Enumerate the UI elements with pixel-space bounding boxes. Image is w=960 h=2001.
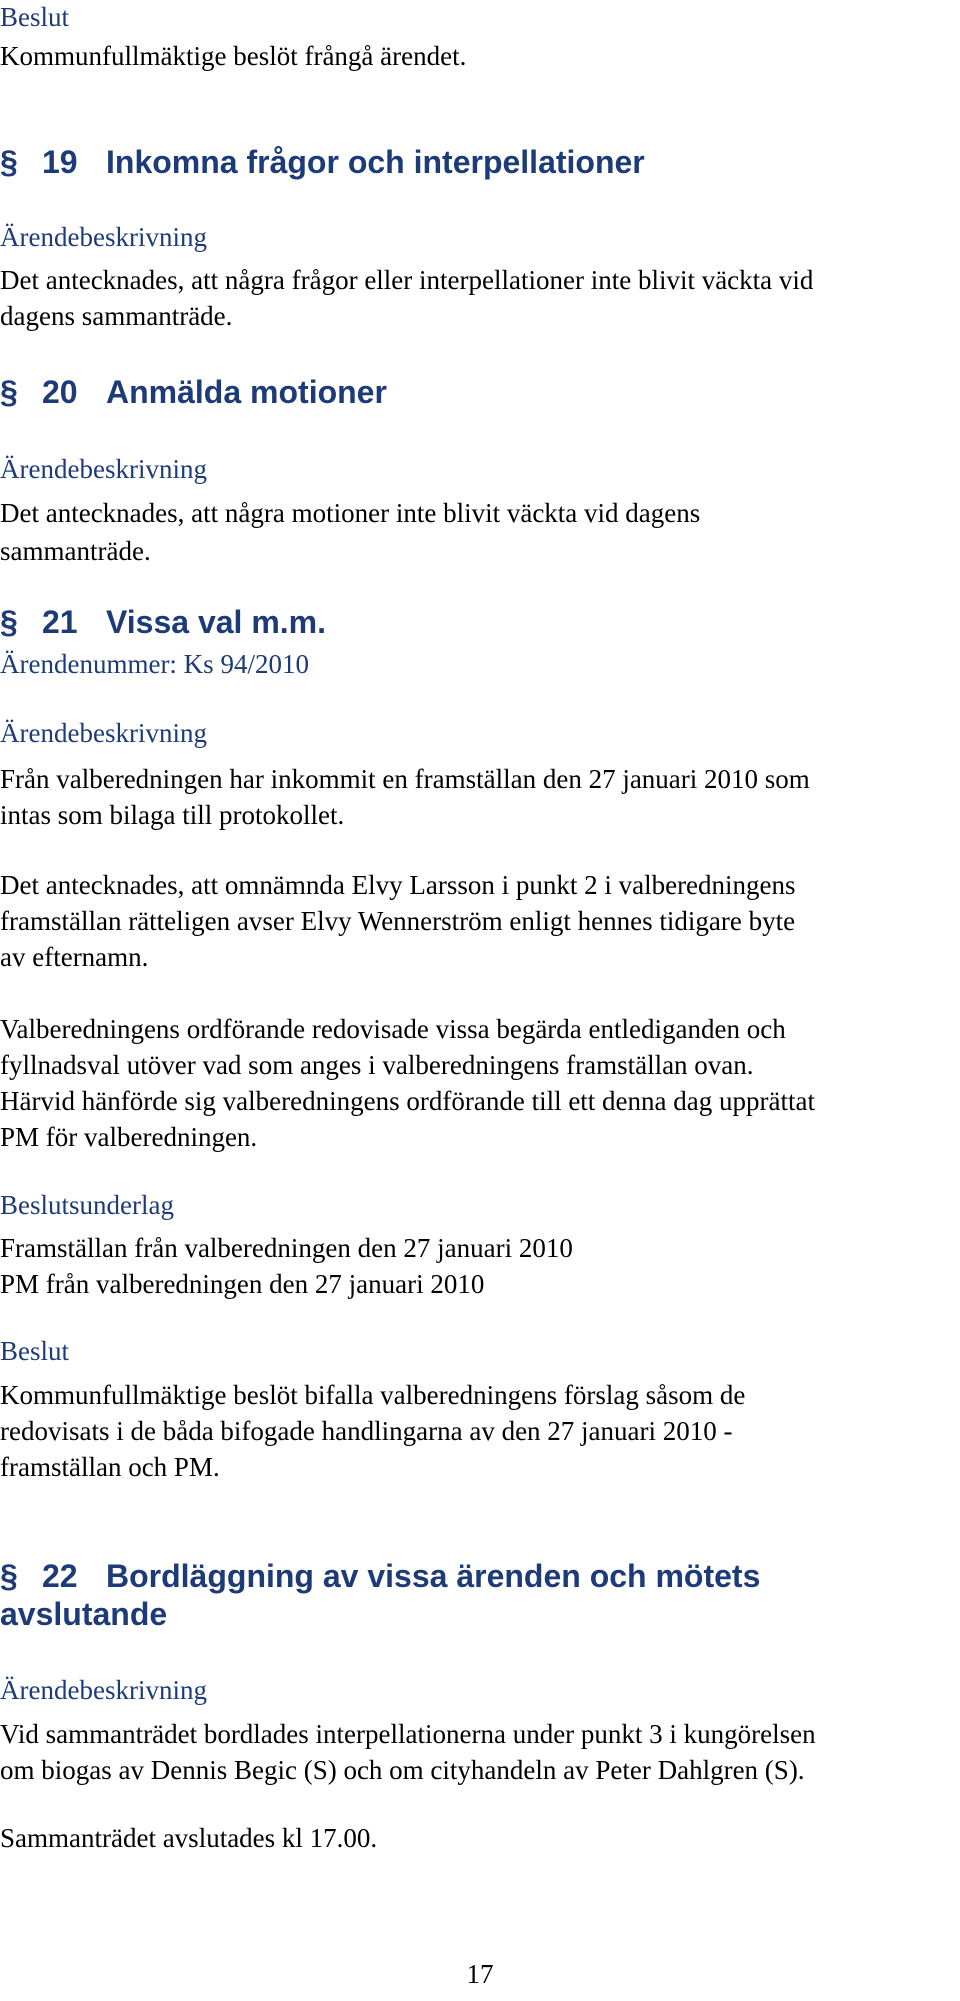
decision-heading: Beslut xyxy=(0,1336,70,1366)
section-title-continued: avslutande xyxy=(0,1596,168,1632)
section-number: 20 xyxy=(42,374,78,410)
description-line: sammanträde. xyxy=(0,536,151,566)
section-20-heading xyxy=(0,373,960,411)
description-line: Det antecknades, att några motioner inte blivit väckta vid dagens xyxy=(0,498,701,528)
paragraph-line: Härvid hänförde sig valberedningens ordförande till ett denna dag upprättat xyxy=(0,1086,815,1116)
paragraph-line: fyllnadsval utöver vad som anges i valberedningens framställan ovan. xyxy=(0,1050,754,1080)
decision-heading: Beslut xyxy=(0,2,70,32)
case-number: Ärendenummer: Ks 94/2010 xyxy=(0,649,309,679)
decision-line: framställan och PM. xyxy=(0,1452,220,1482)
section-number: 22 xyxy=(42,1558,78,1594)
description-line: om biogas av Dennis Begic (S) och om cityhandeln av Peter Dahlgren (S). xyxy=(0,1755,805,1785)
decision-basis-heading: Beslutsunderlag xyxy=(0,1190,174,1220)
decision-basis-item: Framställan från valberedningen den 27 januari 2010 xyxy=(0,1233,573,1263)
case-description-heading: Ärendebeskrivning xyxy=(0,1675,207,1705)
decision-text: Kommunfullmäktige beslöt frångå ärendet. xyxy=(0,41,467,71)
section-19-heading xyxy=(0,143,960,181)
decision-line: redovisats i de båda bifogade handlingarna av den 27 januari 2010 - xyxy=(0,1416,733,1446)
paragraph-line: av efternamn. xyxy=(0,942,149,972)
section-number: 19 xyxy=(42,144,78,180)
description-line: Vid sammanträdet bordlades interpellationerna under punkt 3 i kungörelsen xyxy=(0,1719,816,1749)
section-title: Vissa val m.m. xyxy=(106,604,326,640)
section-22-heading xyxy=(0,1557,960,1595)
section-21-heading xyxy=(0,603,960,641)
description-line: Det antecknades, att några frågor eller interpellationer inte blivit väckta vid xyxy=(0,265,814,295)
case-description-heading: Ärendebeskrivning xyxy=(0,718,207,748)
decision-basis-item: PM från valberedningen den 27 januari 2010 xyxy=(0,1269,485,1299)
section-sign: § xyxy=(0,374,18,410)
paragraph-line: Det antecknades, att omnämnda Elvy Larsson i punkt 2 i valberedningens xyxy=(0,870,796,900)
paragraph-line: framställan rätteligen avser Elvy Wennerström enligt hennes tidigare byte xyxy=(0,906,796,936)
section-title: Anmälda motioner xyxy=(106,374,387,410)
page-number: 17 xyxy=(466,1959,494,1989)
paragraph-line: PM för valberedningen. xyxy=(0,1122,258,1152)
paragraph-line: Valberedningens ordförande redovisade vissa begärda entlediganden och xyxy=(0,1014,786,1044)
section-title: Inkomna frågor och interpellationer xyxy=(106,144,645,180)
case-description-heading: Ärendebeskrivning xyxy=(0,222,207,252)
closing-statement: Sammanträdet avslutades kl 17.00. xyxy=(0,1823,378,1853)
section-sign: § xyxy=(0,144,18,180)
section-title: Bordläggning av vissa ärenden och mötets xyxy=(106,1558,761,1594)
section-22-heading-continued xyxy=(0,1595,960,1633)
decision-line: Kommunfullmäktige beslöt bifalla valberedningens förslag såsom de xyxy=(0,1380,746,1410)
paragraph-line: Från valberedningen har inkommit en framställan den 27 januari 2010 som xyxy=(0,764,810,794)
section-sign: § xyxy=(0,604,18,640)
section-sign: § xyxy=(0,1558,18,1594)
section-number: 21 xyxy=(42,604,78,640)
case-description-heading: Ärendebeskrivning xyxy=(0,454,207,484)
paragraph-line: intas som bilaga till protokollet. xyxy=(0,800,345,830)
description-line: dagens sammanträde. xyxy=(0,301,233,331)
